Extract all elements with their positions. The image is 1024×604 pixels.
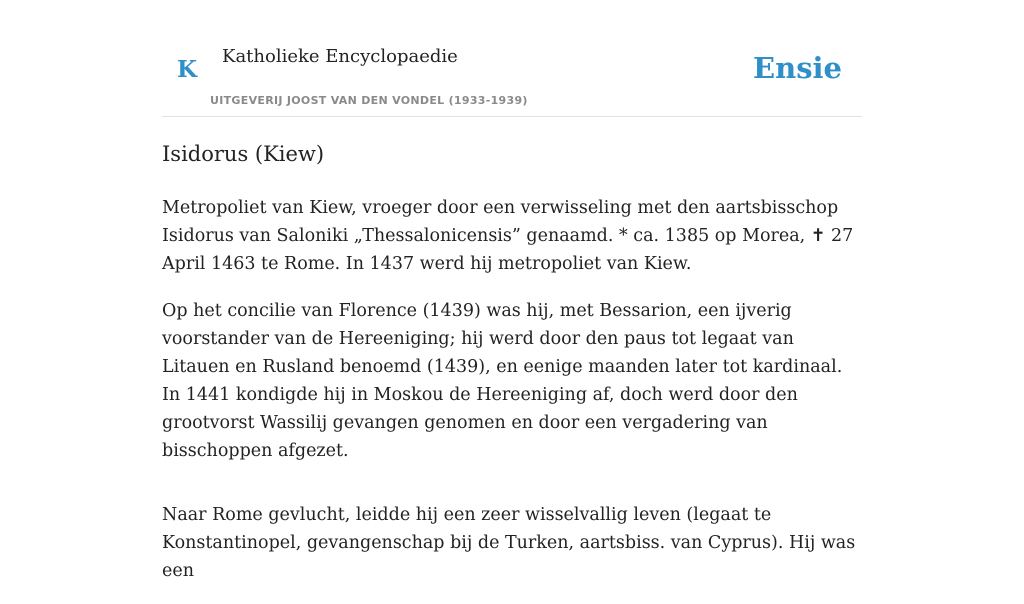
publisher-label: UITGEVERIJ JOOST VAN DEN VONDEL (1933-1939)	[210, 94, 528, 107]
book-title[interactable]: Katholieke Encyclopaedie	[222, 46, 458, 67]
article	[162, 138, 862, 604]
article-paragraph: Naar Rome gevlucht, leidde hij een zeer wisselvallig leven (legaat te Konstantinopel, gevangenschap bij de Turken, aartsbiss. van Cyprus). Hij was een	[162, 505, 856, 581]
logo-k-link[interactable]: K	[177, 56, 197, 83]
article-paragraph: Metropoliet van Kiew, vroeger door een verwisseling met den aartsbisschop Isidorus van Saloniki „Thessalonicensis” genaamd. * ca. 1385 op Morea, ✝ 27 April 1463 te Rome. In 1437 werd hij metropoliet van Kiew.	[162, 198, 854, 274]
ensie-logo-link[interactable]: Ensie	[753, 51, 842, 85]
article-paragraph: Op het concilie van Florence (1439) was hij, met Bessarion, een ijverig voorstander van de Hereeniging; hij werd door den paus tot legaat van Litauen en Rusland benoemd (1439), en eenige maanden later tot kardinaal. In 1441 kondigde hij in Moskou de Hereeniging af, doch werd door den grootvorst Wassilij gevangen genomen en door een vergadering van bisschoppen afgezet.	[162, 301, 843, 461]
article-title: Isidorus (Kiew)	[162, 142, 325, 166]
header	[162, 0, 862, 117]
